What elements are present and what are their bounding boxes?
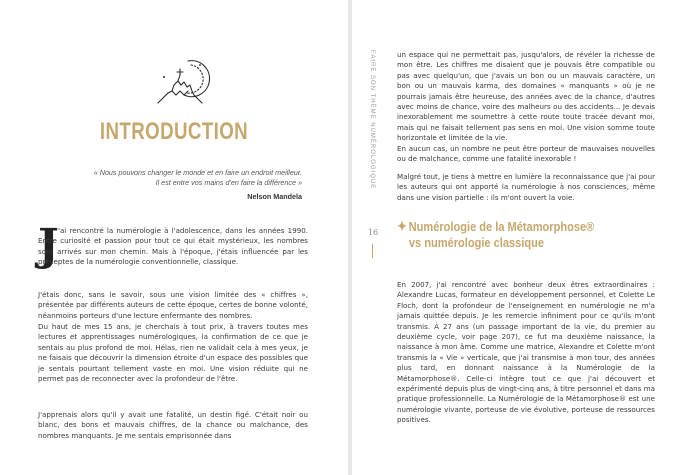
page-number: 16: [367, 228, 379, 237]
running-head: FAIRE SON THÈME NUMÉROLOGIQUE: [369, 50, 375, 190]
drop-cap: J: [38, 220, 59, 271]
left-paragraph-1: 'ai rencontré la numérologie à l'adolescence, dans les années 1990. Entre curiosité et passion pour tout ce qui était mystérieux, les nombres sont arrivés sur mon chemin. Mais à l'époque, j'étais influencée par les préceptes de la numérologie conventionnelle, classique.: [38, 226, 308, 267]
right-paragraph-1: un espace qui ne permettait pas, jusqu'alors, de révéler la richesse de mon être. Les chiffres me disaient que je pouvais être compatible ou pas avec quelqu'un, que j'avais un bon ou un mauvais caractère, un bon ou un mauvais karma, des domaines « manquants » où je ne pourrais jamais être heureuse, des années avec de la chance, d'autres avec moins de chance, voire des malheurs ou des accidents... Je devais inexorablement me soumettre à cette route toute tracée devant moi, mais qui ne faisait tellement pas sens en moi. Une vision somme toute horizontale et limitée de la vie.: [397, 50, 655, 143]
chapter-title: INTRODUCTION: [99, 118, 249, 145]
star-icon: ✦: [397, 218, 407, 234]
right-paragraph-3: Malgré tout, je tiens à mettre en lumière la reconnaissance que j'ai pour les auteurs qui ont apporté la numérologie à nos consciences, même dans une vision partielle : ils m'ont ouvert la voie.: [397, 172, 655, 202]
epigraph-author: Nelson Mandela: [247, 192, 302, 201]
right-paragraph-2: En aucun cas, un nombre ne peut être porteur de mauvaises nouvelles ou de malchance, comme une fatalité inexorable !: [397, 144, 655, 164]
left-page: [0, 0, 348, 475]
left-paragraph-2: J'étais donc, sans le savoir, sous une vision limitée des « chiffres », présentée par différents auteurs de cette époque, certes de bonne volonté, néanmoins porteurs d'une lecture enfermante des nombres.: [38, 290, 308, 320]
folio-divider: [372, 244, 373, 258]
right-paragraph-4: En 2007, j'ai rencontré avec bonheur deux êtres extraordinaires : Alexandre Lucas, formateur en développement personnel, et Colette Le Floch, dont la profondeur de l'enseignement en numérologie ne m'a jamais quittée depuis. Je les remercie infiniment pour ce qu'ils m'ont transmis. À 27 ans (un passage important de la vie, du premier au deuxième cycle, voir page 207), ce fut ma deuxième naissance, la naissance à mon âme. Comme une matrice, Alexandre et Colette m'ont transmis la « Vie » verticale, que j'ai transmise à mon tour, des années plus tard, en donnant naissance à la Numérologie de la Métamorphose®. Celle-ci intègre tout ce que j'ai découvert et expérimenté depuis plus de vingt-cinq ans, à titre personnel et dans ma pratique professionnelle. La Numérologie de la Métamorphose® est une numérologie vivante, porteuse de vie évolutive, porteuse de ressources positives.: [397, 280, 655, 425]
mystic-hand-moon-icon: [150, 55, 212, 110]
left-paragraph-3: Du haut de mes 15 ans, je cherchais à tout prix, à travers toutes mes lectures et apprentissages numérologiques, la confirmation de ce que je sentais au plus profond de moi. Hélas, rien ne validait cela à mes yeux, je ne faisais que découvrir la dimension étroite d'un espace des possibles que je sentais pourtant tellement vaste en moi. Une vision réduite qui ne permet pas de reconnecter avec la profondeur de l'être.: [38, 322, 308, 384]
left-paragraph-4: J'apprenais alors qu'il y avait une fatalité, un destin figé. C'était noir ou blanc, des bons et mauvais chiffres, de la chance ou malchance, des nombres manquants. Je me sentais emprisonnée dans: [38, 410, 308, 440]
epigraph-quote: « Nous pouvons changer le monde et en faire un endroit meilleur. Il est entre vos mains d'en faire la différence »: [93, 168, 302, 187]
section-heading: ✦ Numérologie de la Métamorphose® vs numérologie classique: [397, 218, 595, 250]
right-page: [352, 0, 700, 475]
